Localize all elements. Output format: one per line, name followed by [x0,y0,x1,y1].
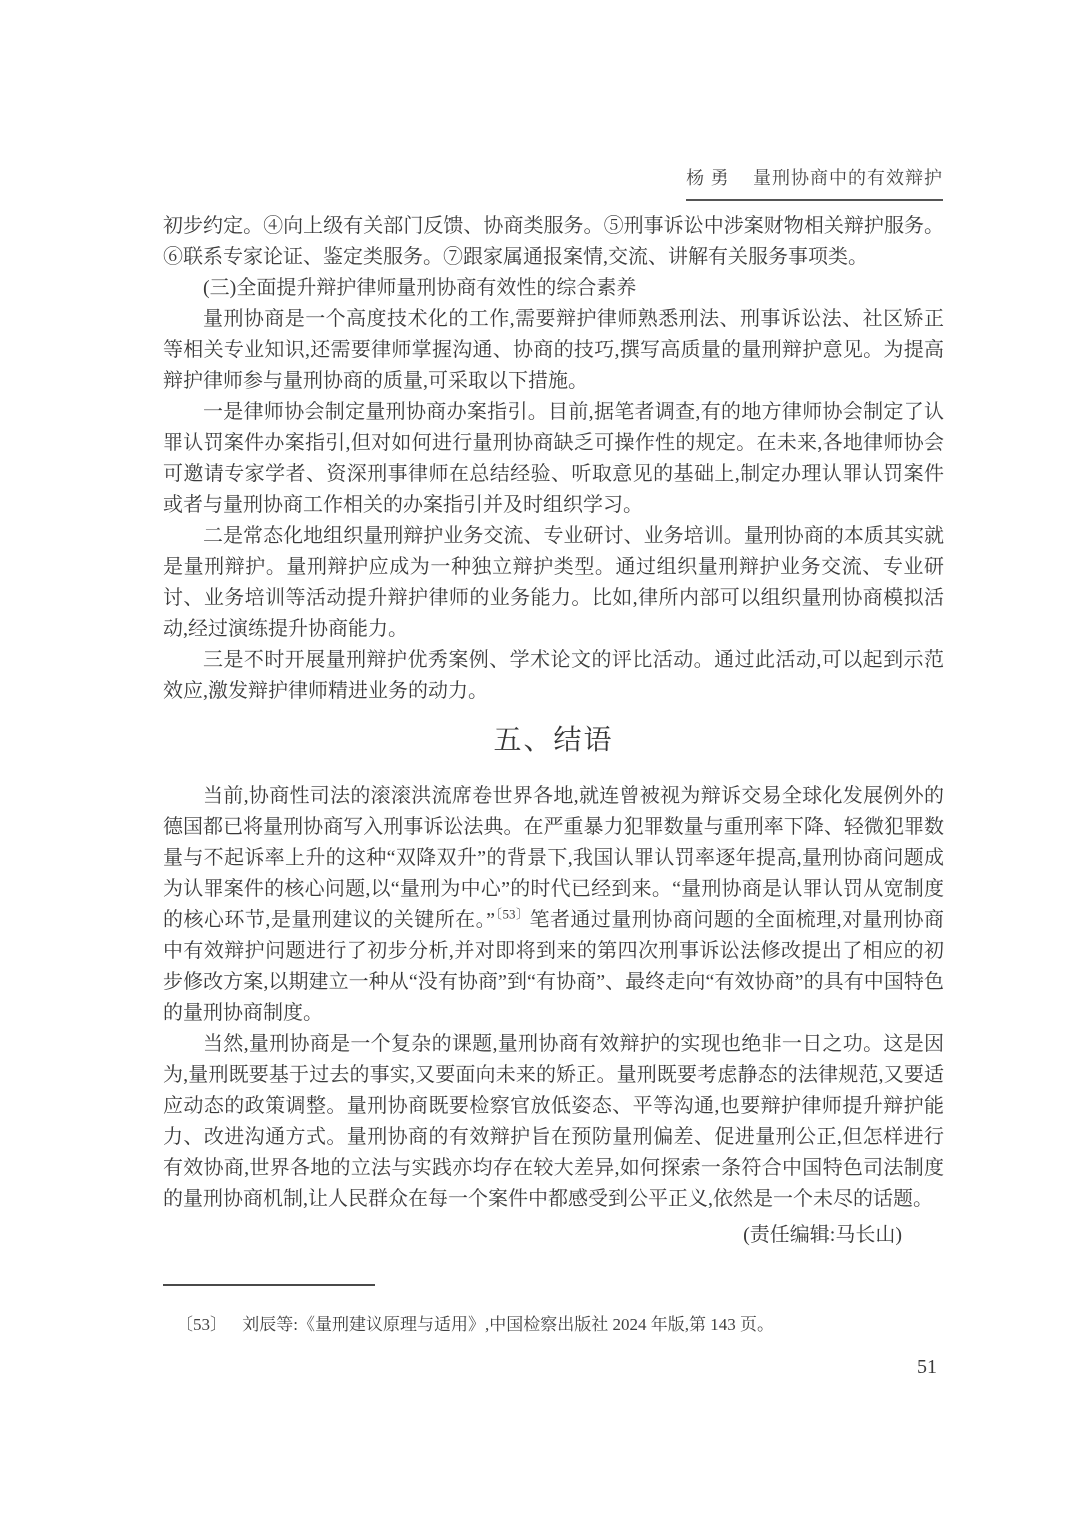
footnote-separator-rule [163,1284,375,1286]
article-title: 量刑协商中的有效辩护 [753,168,943,188]
conclusion-1-text-before-ref: 当前,协商性司法的滚滚洪流席卷世界各地,就连曾被视为辩诉交易全球化发展例外的德国都已将量刑协商写入刑事诉讼法典。在严重暴力犯罪数量与重刑率下降、轻微犯罪数量与不起诉率上升的这种“双降双升”的背景下,我国认罪认罚率逐年提高,量刑协商问题成为认罪案件的核心问题,以“量刑为中心”的时代已经到来。“量刑协商是认罪认罚从宽制度的核心环节,是量刑建议的关键所在。” [163,785,944,931]
running-head-rule [686,164,943,201]
section-heading-conclusion: 五、结语 [493,725,614,756]
footnote-marker: 〔53〕 [176,1315,227,1334]
paragraph-services-continuation: 初步约定。④向上级有关部门反馈、协商类服务。⑤刑事诉讼中涉案财物相关辩护服务。⑥联系专家论证、鉴定类服务。⑦跟家属通报案情,交流、讲解有关服务事项类。 [163,215,944,268]
page-number: 51 [917,1356,937,1378]
paragraph-conclusion-2: 当然,量刑协商是一个复杂的课题,量刑协商有效辩护的实现也绝非一日之功。这是因为,量刑既要基于过去的事实,又要面向未来的矫正。量刑既要考虑静态的法律规范,又要适应动态的政策调整。量刑协商既要检察官放低姿态、平等沟通,也要辩护律师提升辩护能力、改进沟通方式。量刑协商的有效辩护旨在预防量刑偏差、促进量刑公正,但怎样进行有效协商,世界各地的立法与实践亦均存在较大差异,如何探索一条符合中国特色司法制度的量刑协商机制,让人民群众在每一个案件中都感受到公平正义,依然是一个未尽的话题。 [163,1033,944,1210]
footnote-53 [163,1312,957,1337]
footnote-reference-53: 〔53〕 [495,906,530,922]
author-name: 杨 勇 [686,168,730,188]
editor-note: (责任编辑:马长山) [743,1224,902,1246]
paragraph-measure-3: 三是不时开展量刑辩护优秀案例、学术论文的评比活动。通过此活动,可以起到示范效应,激发辩护律师精进业务的动力。 [163,649,944,702]
footnote-text: 刘辰等:《量刑建议原理与适用》,中国检察出版社 2024 年版,第 143 页。 [242,1315,775,1334]
paragraph-overview: 量刑协商是一个高度技术化的工作,需要辩护律师熟悉刑法、刑事诉讼法、社区矫正等相关专业知识,还需要律师掌握沟通、协商的技巧,撰写高质量的量刑辩护意见。为提高辩护律师参与量刑协商的质量,可采取以下措施。 [163,308,944,392]
running-head [686,164,943,201]
conclusion-1-text-after-ref: 笔者通过量刑协商问题的全面梳理,对量刑协商中有效辩护问题进行了初步分析,并对即将到来的第四次刑事诉讼法修改提出了相应的初步修改方案,以期建立一种从“没有协商”到“有协商”、最终走向“有效协商”的具有中国特色的量刑协商制度。 [163,909,944,1024]
paragraph-conclusion-1 [163,781,944,1029]
body-text [163,211,944,1251]
subsection-heading-3: (三)全面提升辩护律师量刑协商有效性的综合素养 [203,277,637,299]
paragraph-measure-2: 二是常态化地组织量刑辩护业务交流、专业研讨、业务培训。量刑协商的本质其实就是量刑辩护。量刑辩护应成为一种独立辩护类型。通过组织量刑辩护业务交流、专业研讨、业务培训等活动提升辩护律师的业务能力。比如,律所内部可以组织量刑协商模拟活动,经过演练提升协商能力。 [163,525,944,640]
paragraph-measure-1: 一是律师协会制定量刑协商办案指引。目前,据笔者调查,有的地方律师协会制定了认罪认罚案件办案指引,但对如何进行量刑协商缺乏可操作性的规定。在未来,各地律师协会可邀请专家学者、资深刑事律师在总结经验、听取意见的基础上,制定办理认罪认罚案件或者与量刑协商工作相关的办案指引并及时组织学习。 [163,401,944,516]
